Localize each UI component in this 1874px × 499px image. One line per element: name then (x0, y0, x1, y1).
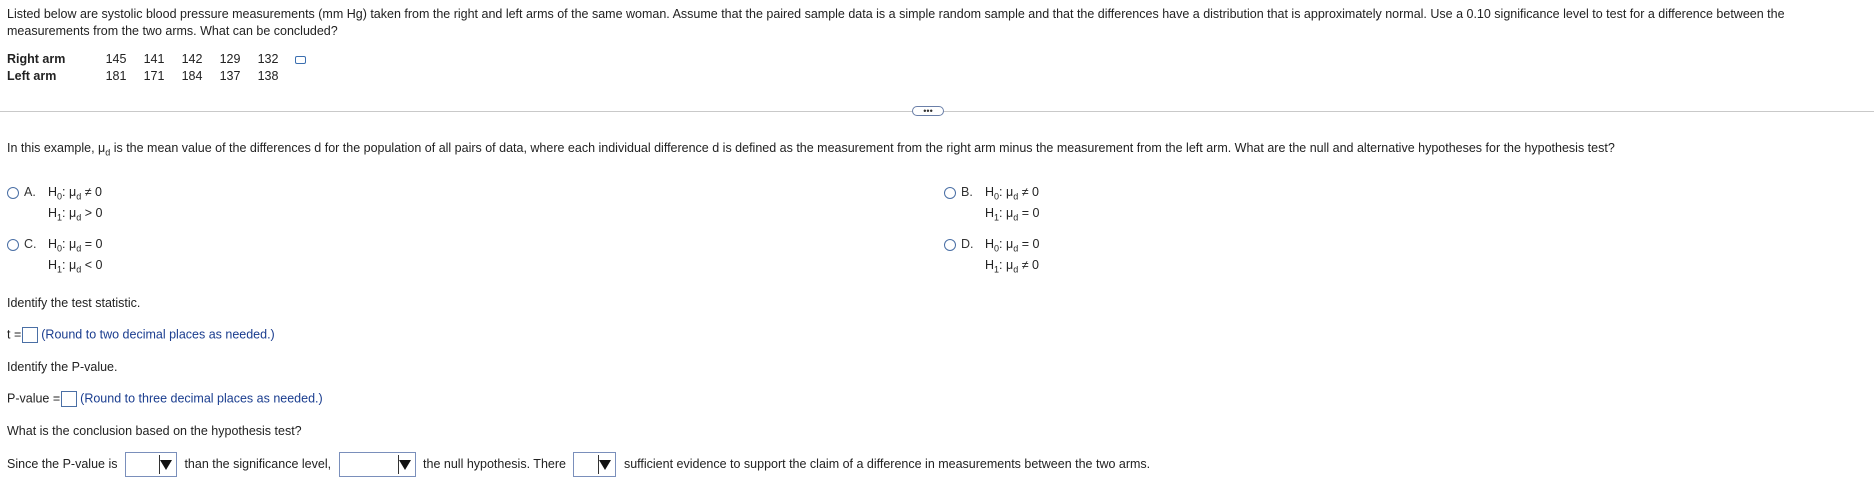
table-cell: 137 (219, 69, 241, 83)
table-cell: 132 (257, 52, 279, 66)
p-value-label: P-value = (7, 391, 61, 406)
conclusion-prompt: What is the conclusion based on the hypothesis test? (7, 424, 302, 438)
conclusion-text-3: the null hypothesis. There (423, 457, 566, 471)
hypotheses-b (985, 182, 1039, 224)
comparison-dropdown[interactable] (125, 452, 177, 477)
row-label: Right arm (7, 52, 66, 66)
question-text (7, 141, 1615, 158)
option-d[interactable] (944, 237, 1039, 276)
option-letter: C. (24, 237, 37, 251)
table-cell: 181 (105, 69, 127, 83)
mu-subscript: d (105, 147, 111, 158)
p-value-rounding-hint: (Round to three decimal places as needed.) (80, 391, 323, 406)
table-cell: 184 (181, 69, 203, 83)
radio-button-c[interactable] (7, 239, 19, 251)
hypotheses-c (48, 234, 102, 276)
test-statistic-prompt: Identify the test statistic. (7, 296, 141, 310)
hypotheses-a (48, 182, 102, 224)
alternative-hypothesis: $H_1$: $\mu_d \ne 0$ (985, 258, 1039, 275)
question-text-start: In this example, μ (7, 141, 106, 155)
t-label: t = (7, 327, 22, 342)
conclusion-text-2: than the significance level, (184, 457, 332, 471)
option-letter: A. (24, 185, 36, 199)
expand-button[interactable]: ••• (912, 106, 944, 116)
dropdown-arrow-icon (160, 460, 172, 470)
problem-text: Listed below are systolic blood pressure measurements (mm Hg) taken from the right and left arms of the same woman. Assume that the paired sample data is a simple random sample and that the differences have a distribution that is approximately normal. Use a 0.10 significance level to test for a difference between the measurements from the two arms. What can be concluded? (7, 7, 1785, 38)
null-hypothesis: $H_0$: $\mu_d = 0$ (48, 237, 103, 254)
row-label: Left arm (7, 69, 57, 83)
dropdown-arrow-icon (399, 460, 411, 470)
option-c[interactable] (7, 237, 102, 276)
null-hypothesis: $H_0$: $\mu_d \ne 0$ (985, 185, 1039, 202)
conclusion-text-1: Since the P-value is (7, 457, 118, 471)
test-statistic-row (7, 327, 275, 343)
table-row-left-arm (7, 68, 306, 85)
option-letter: D. (961, 237, 974, 251)
t-value-input[interactable] (22, 327, 38, 343)
table-cell: 129 (219, 52, 241, 66)
option-letter: B. (961, 185, 973, 199)
alternative-hypothesis: $H_1$: $\mu_d = 0$ (985, 206, 1040, 223)
table-cell: 138 (257, 69, 279, 83)
copy-data-icon[interactable] (295, 56, 306, 64)
alternative-hypothesis: $H_1$: $\mu_d > 0$ (48, 206, 103, 223)
hypotheses-d (985, 234, 1039, 276)
table-cell: 171 (143, 69, 165, 83)
question-text-end: is the mean value of the differences d for the population of all pairs of data, where each individual difference d is defined as the measurement from the right arm minus the measurement from the left arm. What are the null and alternative hypotheses for the hypothesis test? (110, 141, 1615, 155)
radio-button-a[interactable] (7, 187, 19, 199)
decision-dropdown[interactable] (339, 452, 416, 477)
radio-button-d[interactable] (944, 239, 956, 251)
evidence-dropdown[interactable] (573, 452, 616, 477)
conclusion-text-4: sufficient evidence to support the claim of a difference in measurements between the two arms. (623, 457, 1151, 471)
p-value-row (7, 391, 323, 407)
dropdown-arrow-icon (599, 460, 611, 470)
table-cell: 141 (143, 52, 165, 66)
table-cell: 145 (105, 52, 127, 66)
null-hypothesis: $H_0$: $\mu_d = 0$ (985, 237, 1040, 254)
option-a[interactable] (7, 185, 102, 224)
alternative-hypothesis: $H_1$: $\mu_d < 0$ (48, 258, 103, 275)
t-rounding-hint: (Round to two decimal places as needed.) (41, 327, 275, 342)
p-value-input[interactable] (61, 391, 77, 407)
conclusion-sentence (7, 452, 1150, 477)
radio-button-b[interactable] (944, 187, 956, 199)
p-value-prompt: Identify the P-value. (7, 360, 118, 374)
table-row-right-arm (7, 51, 306, 68)
data-table (7, 51, 306, 85)
table-cell: 142 (181, 52, 203, 66)
null-hypothesis: $H_0$: $\mu_d \ne 0$ (48, 185, 102, 202)
option-b[interactable] (944, 185, 1039, 224)
